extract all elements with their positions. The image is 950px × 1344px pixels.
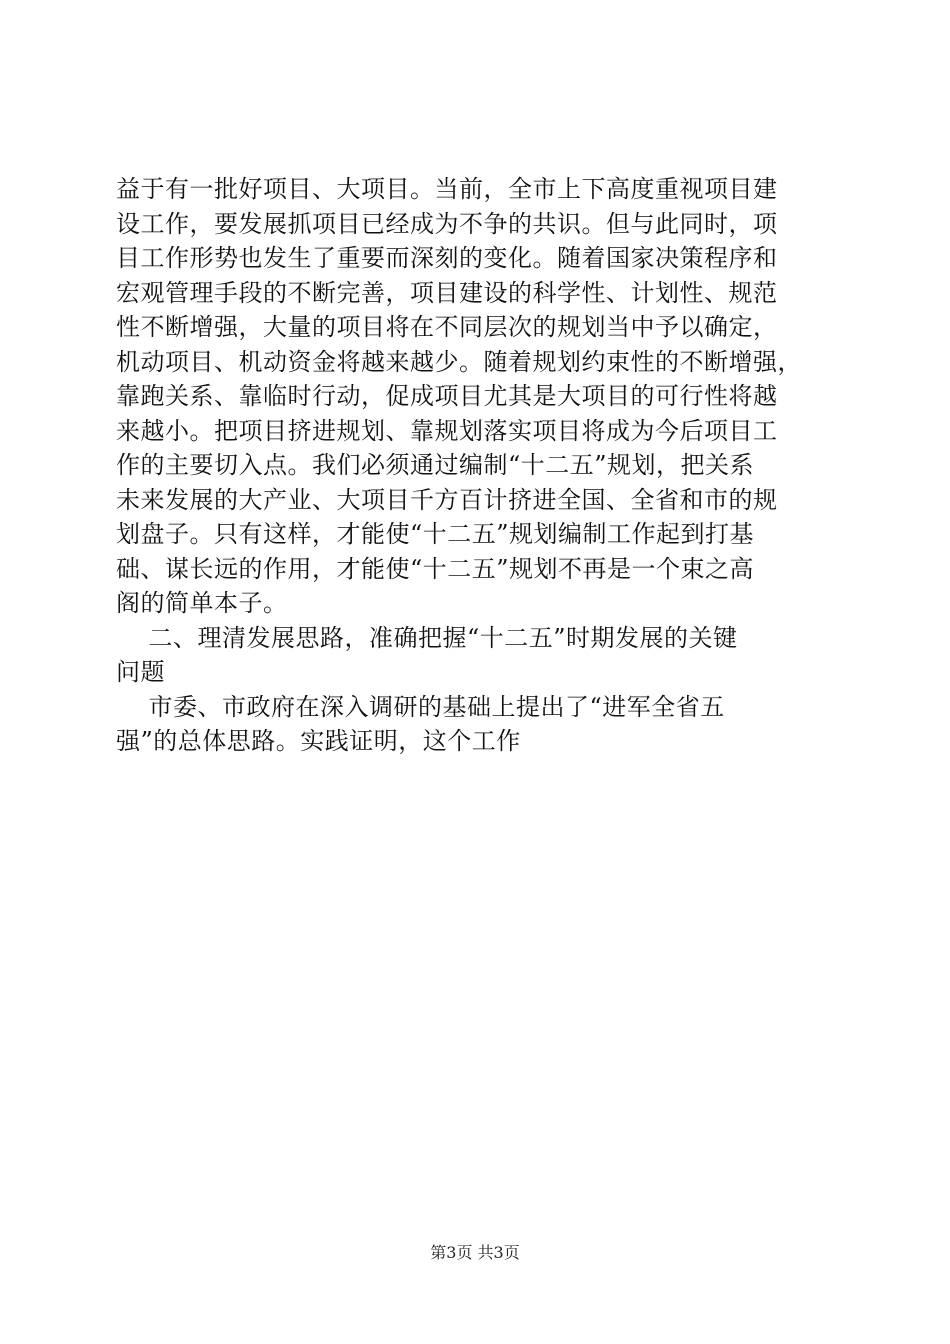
section-heading-line: 问题	[116, 658, 165, 686]
body-text	[116, 172, 846, 759]
section-heading-line: 二、理清发展思路，准确把握“十二五”时期发展的关键	[116, 623, 738, 652]
text-line: 宏观管理手段的不断完善，项目建设的科学性、计划性、规范	[116, 278, 778, 307]
page-footer	[0, 1243, 950, 1263]
text-line: 靠跑关系、靠临时行动，促成项目尤其是大项目的可行性将越	[116, 382, 778, 410]
text-line: 础、谋长远的作用，才能使“十二五”规划不再是一个束之高	[116, 554, 755, 583]
text-line: 未来发展的大产业、大项目千方百计挤进全国、全省和市的规	[116, 485, 778, 514]
text-line: 设工作，要发展抓项目已经成为不争的共识。但与此同时，项	[116, 209, 778, 238]
text-line: 益于有一批好项目、大项目。当前，全市上下高度重视项目建	[116, 175, 778, 203]
text-line: 目工作形势也发生了重要而深刻的变化。随着国家决策程序和	[116, 244, 778, 272]
page-number: 第3页 共3页	[430, 1243, 520, 1262]
text-line: 机动项目、机动资金将越来越少。随着规划约束性的不断增强，	[116, 347, 802, 376]
text-line: 强”的总体思路。实践证明，这个工作	[116, 727, 521, 755]
text-line: 作的主要切入点。我们必须通过编制“十二五”规划，把关系	[116, 451, 755, 479]
text-line: 来越小。把项目挤进规划、靠规划落实项目将成为今后项目工	[116, 416, 778, 445]
text-line: 市委、市政府在深入调研的基础上提出了“进军全省五	[116, 692, 725, 721]
text-line: 阁的简单本子。	[116, 589, 288, 617]
text-line: 划盘子。只有这样，才能使“十二五”规划编制工作起到打基	[116, 520, 755, 548]
text-line: 性不断增强，大量的项目将在不同层次的规划当中予以确定，	[116, 313, 778, 341]
